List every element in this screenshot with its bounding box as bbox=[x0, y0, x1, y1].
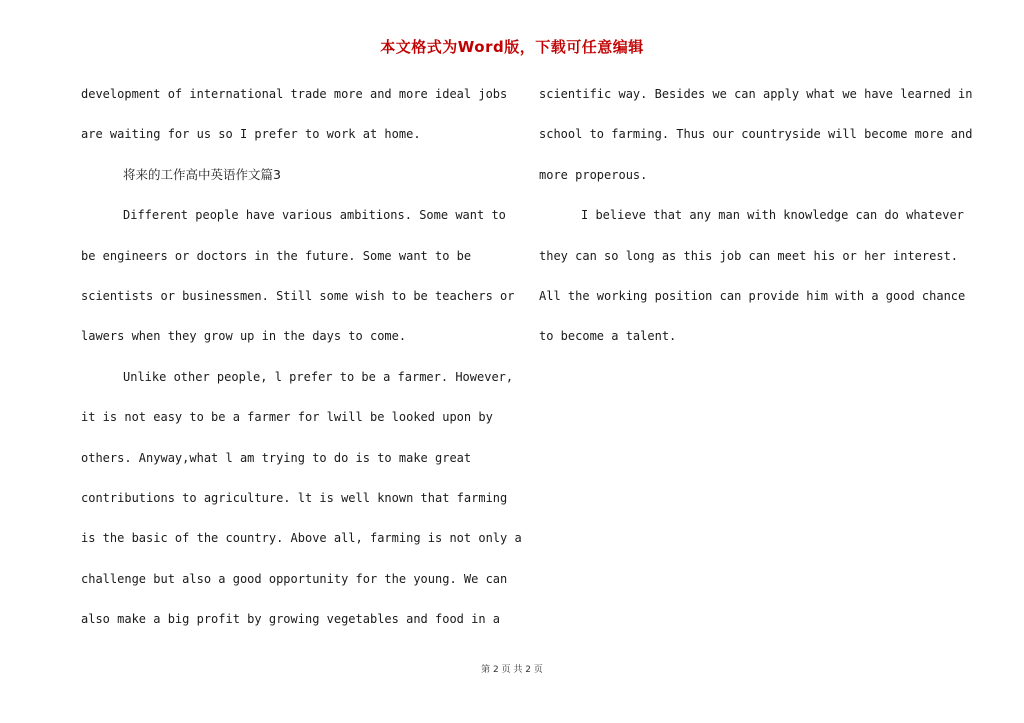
document-header-banner: 本文格式为Word版，下载可任意编辑 bbox=[380, 38, 644, 56]
right-text-column bbox=[539, 80, 973, 363]
text-line: challenge but also a good opportunity for the young. We can bbox=[81, 571, 508, 586]
text-line: development of international trade more and more ideal jobs bbox=[81, 87, 508, 101]
text-line: to become a talent. bbox=[539, 329, 677, 344]
text-line: is the basic of the country. Above all, farming is not only a bbox=[81, 531, 522, 546]
text-line: school to farming. Thus our countryside will become more and bbox=[539, 127, 973, 142]
page-footer: 第 2 页 共 2 页 bbox=[481, 665, 543, 675]
text-line: they can so long as this job can meet his or her interest. bbox=[539, 248, 959, 263]
text-line: scientists or businessmen. Still some wish to be teachers or bbox=[81, 288, 515, 303]
text-line: it is not easy to be a farmer for lwill be looked upon by bbox=[81, 410, 493, 425]
text-line: contributions to agriculture. lt is well known that farming bbox=[81, 490, 508, 505]
text-line: Different people have various ambitions. Some want to bbox=[123, 208, 506, 223]
text-line: scientific way. Besides we can apply what we have learned in bbox=[539, 87, 973, 101]
text-line: lawers when they grow up in the days to come. bbox=[81, 329, 407, 344]
text-line: more properous. bbox=[539, 167, 648, 182]
left-text-column bbox=[81, 80, 521, 645]
text-line: Unlike other people, l prefer to be a farmer. However, bbox=[123, 369, 514, 384]
text-line: are waiting for us so I prefer to work at home. bbox=[81, 127, 421, 142]
text-line: I believe that any man with knowledge can do whatever bbox=[581, 208, 964, 223]
text-line: All the working position can provide him with a good chance bbox=[539, 288, 966, 303]
text-line: be engineers or doctors in the future. Some want to be bbox=[81, 248, 472, 263]
text-line: also make a big profit by growing vegetables and food in a bbox=[81, 612, 501, 627]
section-heading: 将来的工作高中英语作文篇3 bbox=[123, 166, 281, 182]
text-line: others. Anyway,what l am trying to do is to make great bbox=[81, 450, 472, 465]
